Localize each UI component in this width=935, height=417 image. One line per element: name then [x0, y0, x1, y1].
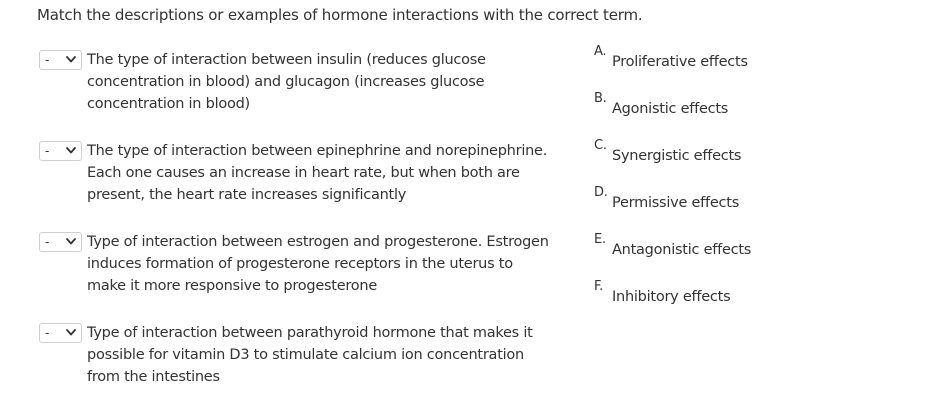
- question-line: make it more responsive to progesterone: [87, 278, 378, 294]
- question-text: [87, 49, 597, 115]
- chevron-down-icon: [65, 146, 77, 155]
- question-line: concentration in blood): [87, 96, 250, 112]
- question-line: The type of interaction between insulin (reduces glucose: [87, 52, 486, 68]
- option-text: Agonistic effects: [612, 101, 729, 117]
- option-text: Synergistic effects: [612, 148, 742, 164]
- question-line: from the intestines: [87, 369, 220, 385]
- answer-select-1[interactable]: [39, 50, 82, 70]
- answer-select-value: -: [45, 144, 50, 158]
- question-text: [87, 140, 597, 206]
- option-letter: F.: [594, 279, 604, 294]
- question-line: Type of interaction between parathyroid hormone that makes it: [87, 325, 533, 341]
- answer-select-value: -: [45, 53, 50, 67]
- option-letter: E.: [594, 232, 606, 247]
- answer-select-4[interactable]: [39, 323, 82, 343]
- instruction-text: Match the descriptions or examples of hormone interactions with the correct term.: [37, 6, 643, 24]
- option-letter: B.: [594, 91, 607, 106]
- question-text: [87, 231, 597, 297]
- option-text: Antagonistic effects: [612, 242, 752, 258]
- option-text: Inhibitory effects: [612, 289, 731, 305]
- chevron-down-icon: [65, 237, 77, 246]
- answer-select-value: -: [45, 326, 50, 340]
- question-text: [87, 322, 597, 388]
- option-text: Proliferative effects: [612, 54, 748, 70]
- option-letter: A.: [594, 44, 607, 59]
- question-line: possible for vitamin D3 to stimulate calcium ion concentration: [87, 347, 524, 363]
- question-line: present, the heart rate increases significantly: [87, 187, 407, 203]
- option-letter: D.: [594, 185, 608, 200]
- question-line: Each one causes an increase in heart rate, but when both are: [87, 165, 520, 181]
- chevron-down-icon: [65, 328, 77, 337]
- answer-select-3[interactable]: [39, 232, 82, 252]
- option-text: Permissive effects: [612, 195, 740, 211]
- question-line: concentration in blood) and glucagon (increases glucose: [87, 74, 485, 90]
- question-line: Type of interaction between estrogen and progesterone. Estrogen: [87, 234, 549, 250]
- question-line: induces formation of progesterone receptors in the uterus to: [87, 256, 513, 272]
- answer-select-2[interactable]: [39, 141, 82, 161]
- option-letter: C.: [594, 138, 607, 153]
- answer-select-value: -: [45, 235, 50, 249]
- chevron-down-icon: [65, 55, 77, 64]
- question-line: The type of interaction between epinephrine and norepinephrine.: [87, 143, 548, 159]
